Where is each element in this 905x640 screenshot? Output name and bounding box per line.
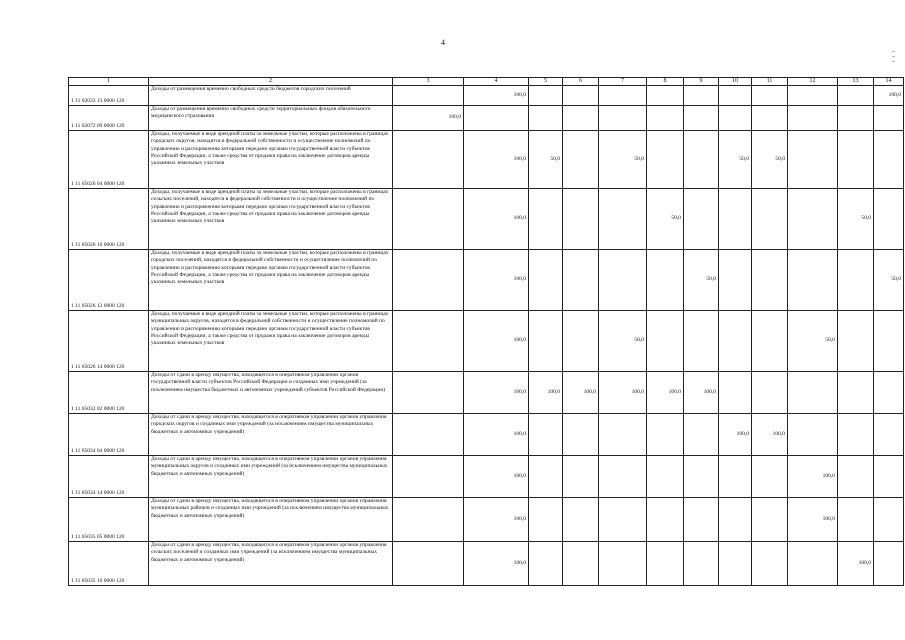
norm-cell: 50,0 bbox=[599, 131, 647, 189]
table-row bbox=[69, 456, 904, 498]
norm-cell: 100,0 bbox=[464, 86, 529, 106]
norm-cell: 100,0 bbox=[464, 414, 529, 456]
norm-cell bbox=[719, 498, 752, 542]
norm-cell: 100,0 bbox=[464, 372, 529, 414]
kbk-code: 1 11 02033 13 0000 120 bbox=[69, 86, 149, 106]
norm-cell bbox=[599, 189, 647, 250]
norm-cell bbox=[529, 189, 563, 250]
norm-cell bbox=[788, 542, 838, 586]
norm-cell bbox=[684, 189, 719, 250]
table-row bbox=[69, 86, 904, 106]
norm-cell bbox=[529, 106, 563, 131]
norm-cell: 100,0 bbox=[464, 456, 529, 498]
norm-cell: 100,0 bbox=[464, 250, 529, 311]
norm-cell bbox=[599, 542, 647, 586]
norm-cell bbox=[874, 372, 904, 414]
norm-cell bbox=[684, 106, 719, 131]
norm-cell: 100,0 bbox=[719, 414, 752, 456]
norm-cell bbox=[719, 106, 752, 131]
norm-cell bbox=[752, 498, 788, 542]
norm-cell: 100,0 bbox=[464, 311, 529, 372]
norm-cell: 100,0 bbox=[599, 372, 647, 414]
norm-cell bbox=[788, 414, 838, 456]
norm-cell bbox=[529, 414, 563, 456]
income-description: Доходы от размещения временно свободных средств территориальных фондов обязательного медицинского страхования bbox=[149, 106, 393, 131]
norm-cell: 50,0 bbox=[838, 189, 874, 250]
norm-cell: 100,0 bbox=[684, 372, 719, 414]
norm-cell: 100,0 bbox=[752, 414, 788, 456]
norm-cell bbox=[874, 456, 904, 498]
norm-cell bbox=[647, 131, 684, 189]
header-cell: 2 bbox=[149, 78, 393, 86]
norm-cell: 100,0 bbox=[464, 189, 529, 250]
norm-cell bbox=[684, 542, 719, 586]
norm-cell bbox=[464, 106, 529, 131]
norm-cell: 50,0 bbox=[719, 131, 752, 189]
norm-cell bbox=[647, 498, 684, 542]
table-row bbox=[69, 414, 904, 456]
norm-cell: 100,0 bbox=[647, 372, 684, 414]
norm-cell bbox=[838, 106, 874, 131]
norm-cell bbox=[599, 106, 647, 131]
norm-cell: 100,0 bbox=[788, 456, 838, 498]
norm-cell bbox=[838, 311, 874, 372]
kbk-code: 1 11 05034 04 0000 120 bbox=[69, 414, 149, 456]
norm-cell bbox=[838, 131, 874, 189]
norm-cell bbox=[563, 189, 599, 250]
norm-cell bbox=[874, 498, 904, 542]
norm-cell bbox=[599, 86, 647, 106]
norm-cell bbox=[838, 250, 874, 311]
norm-cell bbox=[647, 542, 684, 586]
norm-cell bbox=[563, 311, 599, 372]
norm-cell bbox=[393, 414, 464, 456]
norm-cell bbox=[719, 189, 752, 250]
norm-cell bbox=[529, 456, 563, 498]
norm-cell bbox=[752, 106, 788, 131]
norm-cell bbox=[563, 498, 599, 542]
norm-cell bbox=[563, 250, 599, 311]
norm-cell: 100,0 bbox=[874, 86, 904, 106]
kbk-code: 1 11 05035 10 0000 120 bbox=[69, 542, 149, 586]
norm-cell bbox=[719, 456, 752, 498]
income-description: Доходы от сдачи в аренду имущества, находящегося в оперативном управлении органов управления муниципальных районов и созданных ими учреждений (за исключением имущества муниципальных бюджетных и автономных учреждений) bbox=[149, 498, 393, 542]
header-cell: 3 bbox=[393, 78, 464, 86]
norm-cell: 100,0 bbox=[563, 372, 599, 414]
norm-cell bbox=[393, 250, 464, 311]
norm-cell bbox=[874, 106, 904, 131]
header-cell: 6 bbox=[563, 78, 599, 86]
norm-cell bbox=[874, 414, 904, 456]
header-row bbox=[69, 78, 904, 86]
norm-cell bbox=[599, 456, 647, 498]
norm-cell bbox=[647, 250, 684, 311]
norm-cell bbox=[599, 414, 647, 456]
header-cell: 5 bbox=[529, 78, 563, 86]
table-row bbox=[69, 189, 904, 250]
norm-cell bbox=[684, 414, 719, 456]
header-cell: 11 bbox=[752, 78, 788, 86]
kbk-code: 1 11 05026 10 0000 120 bbox=[69, 189, 149, 250]
table-row bbox=[69, 498, 904, 542]
norm-cell bbox=[788, 131, 838, 189]
norm-cell bbox=[719, 86, 752, 106]
header-cell: 12 bbox=[788, 78, 838, 86]
norm-cell bbox=[874, 189, 904, 250]
norm-cell bbox=[838, 498, 874, 542]
norm-cell: 100,0 bbox=[788, 498, 838, 542]
norm-cell bbox=[874, 542, 904, 586]
norm-cell bbox=[874, 311, 904, 372]
kbk-code: 1 11 05035 05 0000 120 bbox=[69, 498, 149, 542]
norm-cell bbox=[752, 456, 788, 498]
norm-cell bbox=[647, 106, 684, 131]
header-cell: 4 bbox=[464, 78, 529, 86]
norm-cell: 50,0 bbox=[529, 131, 563, 189]
table-row bbox=[69, 106, 904, 131]
norm-cell bbox=[838, 86, 874, 106]
header-cell: 1 bbox=[69, 78, 149, 86]
norm-cell bbox=[647, 311, 684, 372]
norm-cell bbox=[393, 372, 464, 414]
norm-cell bbox=[599, 250, 647, 311]
income-description: Доходы от сдачи в аренду имущества, находящегося в оперативном управлении органов государственной власти субъектов Российской Федерации и созданных ими учреждений (за исключением имущества бюджетных и автономных учреждений субъектов Российской Федерации) bbox=[149, 372, 393, 414]
income-description: Доходы, получаемые в виде арендной платы за земельные участки, которые расположены в границах городских округов, находятся в федеральной собственности и осуществление полномочий по управлению и распоряжению которыми передано органам государственной власти субъектов Российской Федерации, а также средства от продажи права на заключение договоров аренды указанных земельных участков bbox=[149, 131, 393, 189]
norm-cell bbox=[393, 498, 464, 542]
norm-cell: 50,0 bbox=[752, 131, 788, 189]
kbk-code: 1 11 05032 02 0000 120 bbox=[69, 372, 149, 414]
header-cell: 13 bbox=[838, 78, 874, 86]
norm-cell: 100,0 bbox=[464, 498, 529, 542]
norm-cell bbox=[647, 414, 684, 456]
norm-cell bbox=[647, 456, 684, 498]
norm-cell bbox=[684, 311, 719, 372]
kbk-code: 1 11 02072 09 0000 120 bbox=[69, 106, 149, 131]
page-number: 4 bbox=[441, 38, 445, 47]
norm-cell bbox=[529, 311, 563, 372]
norm-cell bbox=[393, 311, 464, 372]
norm-cell: 50,0 bbox=[874, 250, 904, 311]
income-description: Доходы, получаемые в виде арендной платы за земельные участки, которые расположены в границах сельских поселений, находятся в федеральной собственности и осуществление полномочий по управлению и распоряжению которыми передано органам государственной власти субъектов Российской Федерации, а также средства от продажи права на заключение договоров аренды указанных земельных участков bbox=[149, 189, 393, 250]
kbk-code: 1 11 05026 14 0000 120 bbox=[69, 311, 149, 372]
budget-table bbox=[68, 77, 904, 586]
kbk-code: 1 11 05026 04 0000 120 bbox=[69, 131, 149, 189]
income-description: Доходы от размещения временно свободных средств бюджетов городских поселений bbox=[149, 86, 393, 106]
norm-cell bbox=[529, 498, 563, 542]
norm-cell bbox=[529, 250, 563, 311]
header-cell: 9 bbox=[684, 78, 719, 86]
header-cell: 14 bbox=[874, 78, 904, 86]
norm-cell bbox=[393, 86, 464, 106]
table-row bbox=[69, 372, 904, 414]
norm-cell bbox=[684, 86, 719, 106]
norm-cell bbox=[647, 86, 684, 106]
norm-cell bbox=[752, 189, 788, 250]
norm-cell: 100,0 bbox=[464, 131, 529, 189]
norm-cell bbox=[393, 542, 464, 586]
norm-cell: 100,0 bbox=[529, 372, 563, 414]
norm-cell bbox=[529, 542, 563, 586]
norm-cell bbox=[788, 106, 838, 131]
norm-cell bbox=[393, 189, 464, 250]
norm-cell bbox=[719, 311, 752, 372]
norm-cell bbox=[684, 498, 719, 542]
norm-cell bbox=[874, 131, 904, 189]
norm-cell bbox=[752, 372, 788, 414]
income-description: Доходы от сдачи в аренду имущества, находящегося в оперативном управлении органов управления сельских поселений и созданных ими учреждений (за исключением имущества муниципальных бюджетных и автономных учреждений) bbox=[149, 542, 393, 586]
header-cell: 8 bbox=[647, 78, 684, 86]
table-row bbox=[69, 250, 904, 311]
norm-cell bbox=[788, 189, 838, 250]
edge-mark: – – – bbox=[892, 49, 895, 65]
norm-cell bbox=[563, 414, 599, 456]
norm-cell bbox=[684, 456, 719, 498]
norm-cell bbox=[788, 86, 838, 106]
norm-cell bbox=[788, 372, 838, 414]
norm-cell: 100,0 bbox=[838, 542, 874, 586]
header-cell: 10 bbox=[719, 78, 752, 86]
norm-cell bbox=[563, 456, 599, 498]
norm-cell bbox=[563, 131, 599, 189]
norm-cell: 50,0 bbox=[684, 250, 719, 311]
norm-cell bbox=[719, 542, 752, 586]
norm-cell: 100,0 bbox=[393, 106, 464, 131]
norm-cell: 100,0 bbox=[464, 542, 529, 586]
norm-cell bbox=[752, 542, 788, 586]
norm-cell bbox=[719, 372, 752, 414]
norm-cell bbox=[752, 311, 788, 372]
table-row bbox=[69, 311, 904, 372]
norm-cell bbox=[838, 414, 874, 456]
kbk-code: 1 11 05034 14 0000 120 bbox=[69, 456, 149, 498]
norm-cell: 50,0 bbox=[788, 311, 838, 372]
income-description: Доходы, получаемые в виде арендной платы за земельные участки, которые расположены в границах городских поселений, находятся в федеральной собственности и осуществление полномочий по управлению и распоряжению которыми передано органам государственной власти субъектов Российской Федерации, а также средства от продажи права на заключение договоров аренды указанных земельных участков bbox=[149, 250, 393, 311]
norm-cell bbox=[752, 86, 788, 106]
norm-cell bbox=[393, 131, 464, 189]
norm-cell bbox=[788, 250, 838, 311]
table-row bbox=[69, 131, 904, 189]
norm-cell bbox=[838, 372, 874, 414]
norm-cell bbox=[599, 498, 647, 542]
norm-cell: 50,0 bbox=[599, 311, 647, 372]
kbk-code: 1 11 05026 13 0000 120 bbox=[69, 250, 149, 311]
norm-cell bbox=[393, 456, 464, 498]
norm-cell bbox=[838, 456, 874, 498]
norm-cell bbox=[752, 250, 788, 311]
norm-cell bbox=[563, 542, 599, 586]
norm-cell bbox=[529, 86, 563, 106]
norm-cell: 50,0 bbox=[647, 189, 684, 250]
norm-cell bbox=[719, 250, 752, 311]
norm-cell bbox=[563, 86, 599, 106]
income-description: Доходы от сдачи в аренду имущества, находящегося в оперативном управлении органов управления муниципальных округов и созданных ими учреждений (за исключением имущества муниципальных бюджетных и автономных учреждений) bbox=[149, 456, 393, 498]
income-description: Доходы от сдачи в аренду имущества, находящегося в оперативном управлении органов управления городских округов и созданных ими учреждений (за исключением имущества муниципальных бюджетных и автономных учреждений) bbox=[149, 414, 393, 456]
header-cell: 7 bbox=[599, 78, 647, 86]
table-row bbox=[69, 542, 904, 586]
norm-cell bbox=[563, 106, 599, 131]
norm-cell bbox=[684, 131, 719, 189]
income-description: Доходы, получаемые в виде арендной платы за земельные участки, которые расположены в границах муниципальных округов, находятся в федеральной собственности и осуществление полномочий по управлению и распоряжению которыми передано органам государственной власти субъектов Российской Федерации, а также средства от продажи права на заключение договоров аренды указанных земельных участков bbox=[149, 311, 393, 372]
